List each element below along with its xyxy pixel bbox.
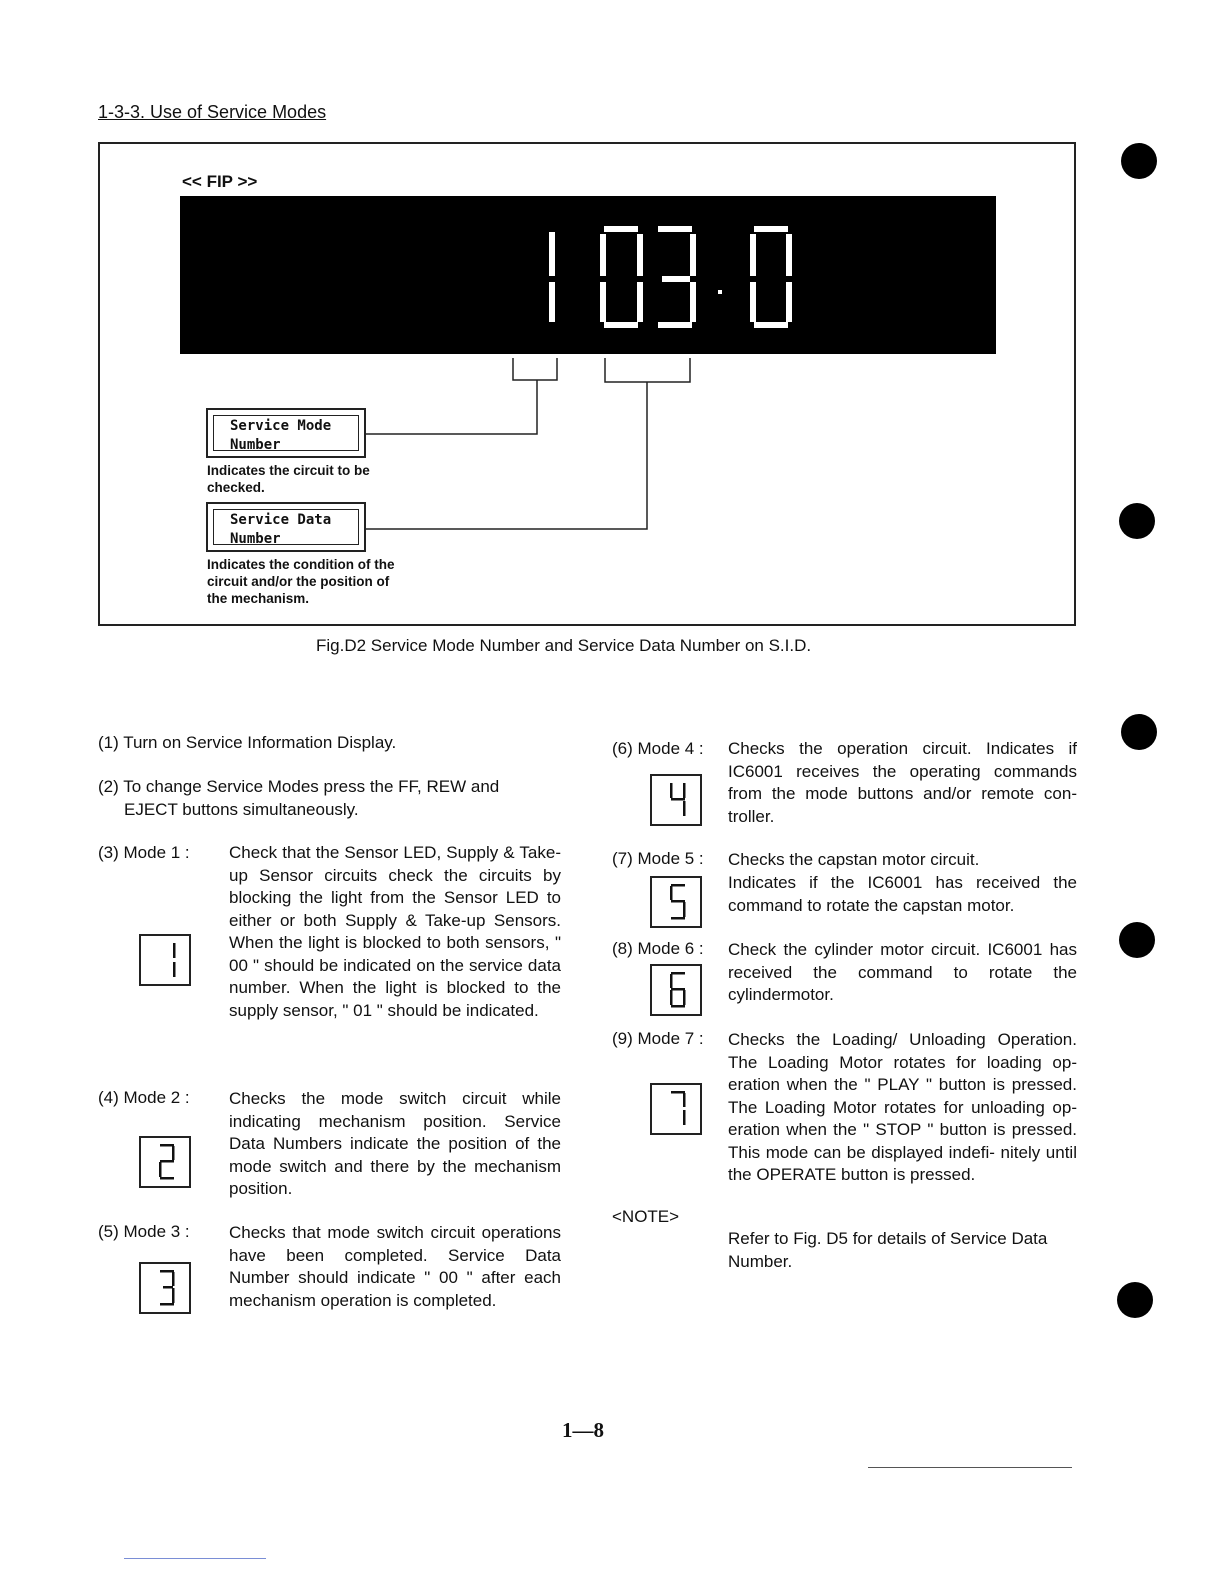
- footer-rule-blue: [124, 1558, 266, 1559]
- mode-3-digit-icon: [141, 1264, 189, 1312]
- service-mode-box: [206, 408, 366, 458]
- step-2-line1: (2) To change Service Modes press the FF, REW and: [98, 777, 500, 796]
- mode-7-text: Checks the Loading/ Unloading Operation. The Loading Motor rotates for loading op- eration when the " PLAY " button is pressed. The Loading Motor rotates for unloading op- eration when the " STOP " button is pressed. This mode can be displayed indefi- nitely until the OPERATE button is pressed.: [728, 1030, 1077, 1184]
- service-mode-box-label: Service Mode Number: [213, 415, 359, 451]
- mode-1-text: Check that the Sensor LED, Supply & Take-up Sensor circuits check the circuits by blocking the light from the Sensor LED to either or both Supply & Take-up Sensors. When the light is blocked to both sensors, " 00 " should be indicated on the service data number. When the light is blocked to the supply sensor, " 01 " should be indicated.: [229, 843, 561, 1020]
- mode-1-digit-icon: [141, 936, 189, 984]
- mode-5-label: (7) Mode 5 :: [612, 849, 704, 868]
- footer-rule: [868, 1467, 1072, 1468]
- mode-2-digit-box: [139, 1136, 191, 1188]
- mode-7-digit-box: [650, 1083, 702, 1135]
- section-title: 1-3-3. Use of Service Modes: [98, 102, 327, 122]
- figure-caption: Fig.D2 Service Mode Number and Service Data Number on S.I.D.: [316, 636, 812, 655]
- punch-hole-1: [1121, 143, 1157, 179]
- service-data-desc: Indicates the condition of the circuit and/or the position of the mechanism.: [207, 557, 395, 606]
- mode-1-label: (3) Mode 1 :: [98, 843, 190, 862]
- mode-4-digit-icon: [652, 776, 700, 824]
- service-mode-desc: Indicates the circuit to be checked.: [207, 463, 370, 495]
- punch-hole-2: [1119, 503, 1155, 539]
- mode-4-label: (6) Mode 4 :: [612, 739, 704, 758]
- mode-1-digit-box: [139, 934, 191, 986]
- mode-5-text: Indicates if the IC6001 has received the command to rotate the capstan motor.: [728, 873, 1077, 915]
- mode-2-text: Checks the mode switch circuit while indicating mechanism position. Service Data Numbers indicate the position of the mode switch and there by the mechanism position.: [229, 1089, 561, 1198]
- mode-5-digit-icon: [652, 878, 700, 926]
- mode-3-label: (5) Mode 3 :: [98, 1222, 190, 1241]
- punch-hole-3: [1121, 714, 1157, 750]
- note-label: <NOTE>: [612, 1207, 680, 1226]
- mode-2-label: (4) Mode 2 :: [98, 1088, 190, 1107]
- mode-7-label: (9) Mode 7 :: [612, 1029, 704, 1048]
- punch-hole-5: [1117, 1282, 1153, 1318]
- mode-7-digit-icon: [652, 1085, 700, 1133]
- page-number: 1—8: [562, 1418, 604, 1442]
- punch-hole-4: [1119, 922, 1155, 958]
- mode-3-text: Checks that mode switch circuit operations have been completed. Service Data Number should indicate " 00 " after each mechanism operation is completed.: [229, 1223, 561, 1310]
- mode-3-digit-box: [139, 1262, 191, 1314]
- service-data-box-label: Service Data Number: [213, 509, 359, 545]
- mode-6-label: (8) Mode 6 :: [612, 939, 704, 958]
- mode-4-digit-box: [650, 774, 702, 826]
- mode-6-text: Check the cylinder motor circuit. IC6001 has received the command to rotate the cylindermotor.: [728, 940, 1077, 1004]
- mode-5-text-line1: Checks the capstan motor circuit.: [728, 850, 980, 869]
- mode-2-digit-icon: [141, 1138, 189, 1186]
- step-1: (1) Turn on Service Information Display.: [98, 733, 397, 752]
- note-text: Refer to Fig. D5 for details of Service Data Number.: [728, 1229, 1048, 1271]
- service-data-box: [206, 502, 366, 552]
- leader-lines: [0, 0, 1224, 700]
- mode-6-digit-icon: [652, 966, 700, 1014]
- mode-5-digit-box: [650, 876, 702, 928]
- mode-6-digit-box: [650, 964, 702, 1016]
- mode-4-text: Checks the operation circuit. Indicates if IC6001 receives the operating commands from the mode buttons and/or remote con- troller.: [728, 739, 1077, 826]
- fip-label: << FIP >>: [182, 172, 258, 191]
- step-2-line2: EJECT buttons simultaneously.: [124, 800, 359, 819]
